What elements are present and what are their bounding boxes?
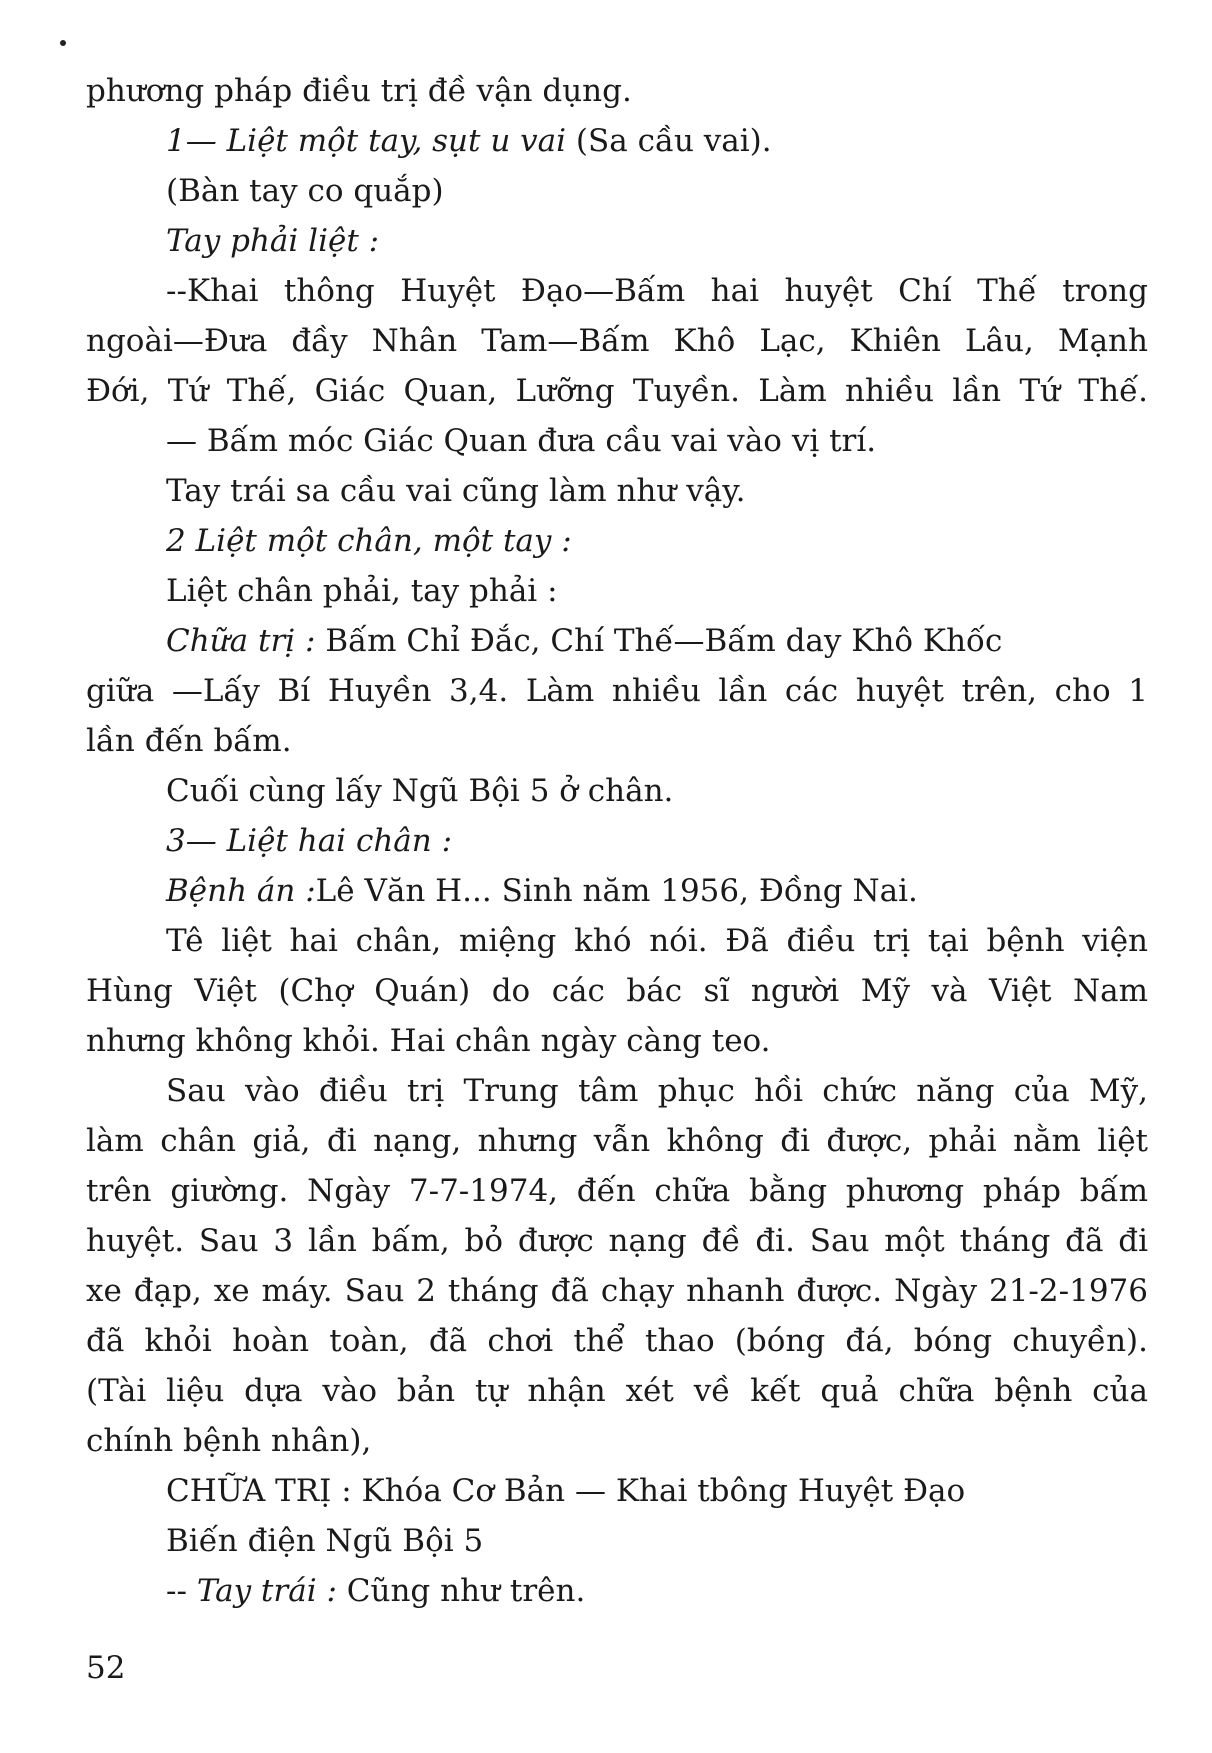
text-line — [86, 166, 1148, 216]
text-line — [86, 1116, 1148, 1166]
text-line — [86, 466, 1148, 516]
text-line — [86, 566, 1148, 616]
text-run: phương pháp điều trị đề vận dụng. — [86, 73, 632, 109]
page-body — [86, 66, 1148, 1616]
text-run: Bấm Chỉ Đắc, Chí Thế—Bấm day Khô Khốc — [315, 623, 1003, 659]
text-run: Cũng như trên. — [336, 1573, 586, 1609]
text-line — [86, 416, 1148, 466]
subheading-text: Tay phải liệt : — [166, 223, 380, 259]
page-number: 52 — [86, 1650, 126, 1686]
text-run: giữa —Lấy Bí Huyền 3,4. Làm nhiều lần các huyệt trên, cho 1 — [86, 673, 1148, 709]
text-run: Sau vào điều trị Trung tâm phục hồi chức năng của Mỹ, — [166, 1073, 1148, 1109]
text-run: Liệt chân phải, tay phải : — [166, 573, 558, 609]
text-run: Hùng Việt (Chợ Quán) do các bác sĩ người Mỹ và Việt Nam — [86, 973, 1148, 1009]
text-run: (Tài liệu dựa vào bản tự nhận xét về kết quả chữa bệnh của — [86, 1373, 1148, 1409]
inline-label: Tay trái : — [196, 1573, 337, 1609]
text-run: làm chân giả, đi nạng, nhưng vẫn không đi được, phải nằm liệt — [86, 1123, 1148, 1159]
treatment-heading — [86, 1466, 1148, 1516]
section-title: 3— Liệt hai chân : — [166, 823, 453, 859]
text-line — [86, 666, 1148, 716]
scan-speck — [60, 40, 66, 46]
text-run: đã khỏi hoàn toàn, đã chơi thể thao (bóng đá, bóng chuyền). — [86, 1323, 1148, 1359]
text-run: Tay trái sa cầu vai cũng làm như vậy. — [166, 473, 746, 509]
text-line — [86, 1366, 1148, 1416]
text-line — [86, 366, 1148, 416]
text-run: huyệt. Sau 3 lần bấm, bỏ được nạng đề đi. Sau một tháng đã đi — [86, 1223, 1148, 1259]
text-run: -- — [166, 1573, 197, 1609]
text-run: CHỮA TRỊ : Khóa Cơ Bản — Khai tbông Huyệt Đạo — [166, 1473, 966, 1509]
text-run: — Bấm móc Giác Quan đưa cầu vai vào vị trí. — [166, 423, 877, 459]
text-run: Đới, Tứ Thế, Giác Quan, Lưỡng Tuyền. Làm nhiều lần Tứ Thế. — [86, 373, 1148, 409]
text-line — [86, 1316, 1148, 1366]
text-line — [86, 266, 1148, 316]
text-line — [86, 1266, 1148, 1316]
text-run: xe đạp, xe máy. Sau 2 tháng đã chạy nhanh được. Ngày 21-2-1976 — [86, 1273, 1148, 1309]
text-run: --Khai thông Huyệt Đạo—Bấm hai huyệt Chí Thế trong — [166, 273, 1148, 309]
text-line — [86, 1016, 1148, 1066]
section-heading — [86, 116, 1148, 166]
text-run: ngoài—Đưa đầy Nhân Tam—Bấm Khô Lạc, Khiên Lâu, Mạnh — [86, 323, 1148, 359]
text-run: (Sa cầu vai). — [566, 123, 772, 159]
text-line — [86, 866, 1148, 916]
text-line — [86, 766, 1148, 816]
text-line — [86, 316, 1148, 366]
text-run: nhưng không khỏi. Hai chân ngày càng teo. — [86, 1023, 771, 1059]
text-line — [86, 616, 1148, 666]
inline-label: Chữa trị : — [166, 623, 316, 659]
text-line — [86, 966, 1148, 1016]
text-line — [86, 1516, 1148, 1566]
text-run: Cuối cùng lấy Ngũ Bội 5 ở chân. — [166, 773, 674, 809]
text-line — [86, 66, 1148, 116]
text-line — [86, 1216, 1148, 1266]
text-line — [86, 1416, 1148, 1466]
section-title: 1— Liệt một tay, sụt u vai — [166, 123, 567, 159]
text-run: trên giường. Ngày 7-7-1974, đến chữa bằng phương pháp bấm — [86, 1173, 1148, 1209]
text-line — [86, 1066, 1148, 1116]
subheading — [86, 216, 1148, 266]
section-title: 2 Liệt một chân, một tay : — [166, 523, 572, 559]
section-heading — [86, 816, 1148, 866]
text-run: lần đến bấm. — [86, 723, 292, 759]
text-line — [86, 916, 1148, 966]
section-heading — [86, 516, 1148, 566]
text-run: Biến điện Ngũ Bội 5 — [166, 1523, 484, 1559]
text-run: chính bệnh nhân), — [86, 1423, 372, 1459]
text-run: (Bàn tay co quắp) — [166, 173, 444, 209]
text-line — [86, 716, 1148, 766]
text-line — [86, 1166, 1148, 1216]
text-run: Lê Văn H... Sinh năm 1956, Đồng Nai. — [315, 873, 918, 909]
text-run: Tê liệt hai chân, miệng khó nói. Đã điều trị tại bệnh viện — [166, 923, 1148, 959]
inline-label: Bệnh án : — [166, 873, 316, 909]
text-line — [86, 1566, 1148, 1616]
